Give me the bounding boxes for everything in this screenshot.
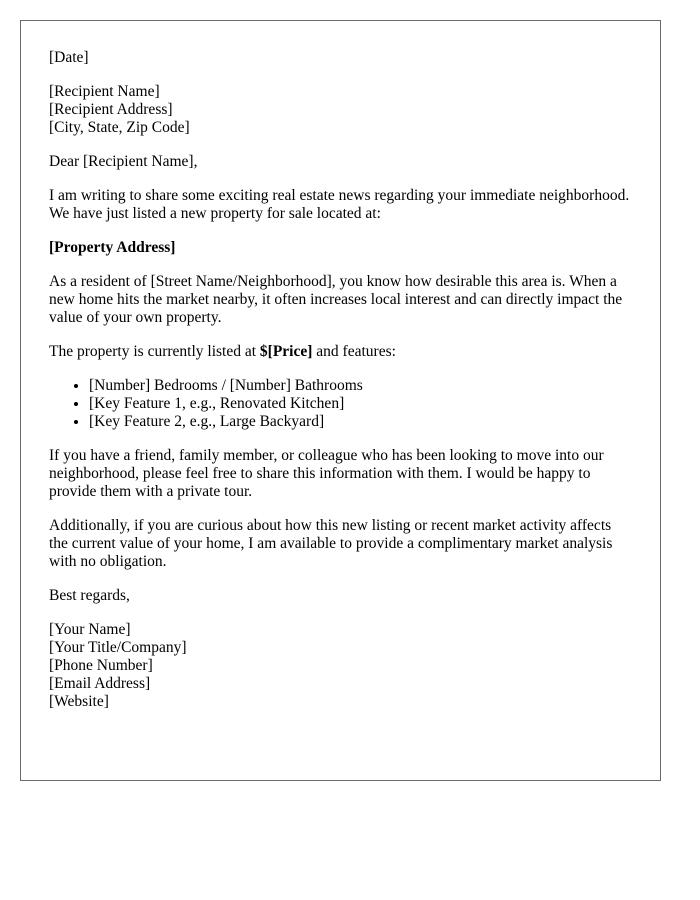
market-analysis-paragraph: Additionally, if you are curious about how this new listing or recent market activity affects the current value of your home, I am available to provide a complimentary market analysis with no obligation. <box>49 517 613 570</box>
sender-website: [Website] <box>49 693 109 710</box>
sender-email: [Email Address] <box>49 675 151 692</box>
price-intro: The property is currently listed at <box>49 343 260 360</box>
letter-date: [Date] <box>49 49 89 66</box>
price-value: $[Price] <box>259 343 313 360</box>
neighborhood-paragraph: As a resident of [Street Name/Neighborhood], you know how desirable this area is. When a new home hits the market nearby, it often increases local interest and can directly impact the value of your own property. <box>49 273 623 326</box>
list-item: • [Key Feature 1, e.g., Renovated Kitchen] <box>89 395 632 413</box>
sender-title-company: [Your Title/Company] <box>49 639 187 656</box>
recipient-city-state-zip: [City, State, Zip Code] <box>49 119 190 136</box>
referral-paragraph: If you have a friend, family member, or colleague who has been looking to move into our neighborhood, please feel free to share this information with them. I would be happy to provide them with a private tour. <box>49 447 604 500</box>
price-outro: and features: <box>312 343 396 360</box>
letter-page <box>20 20 661 781</box>
sender-phone: [Phone Number] <box>49 657 153 674</box>
price-paragraph <box>49 343 632 361</box>
salutation: Dear [Recipient Name], <box>49 153 198 170</box>
intro-paragraph: I am writing to share some exciting real estate news regarding your immediate neighborhood. We have just listed a new property for sale located at: <box>49 187 630 222</box>
recipient-name: [Recipient Name] <box>49 83 160 100</box>
closing: Best regards, <box>49 587 130 604</box>
recipient-address: [Recipient Address] <box>49 101 173 118</box>
sender-block <box>49 621 632 711</box>
recipient-block <box>49 83 632 137</box>
features-list <box>49 377 632 431</box>
sender-name: [Your Name] <box>49 621 131 638</box>
property-address: [Property Address] <box>49 239 176 256</box>
list-item: • [Key Feature 2, e.g., Large Backyard] <box>89 413 632 431</box>
list-item: • [Number] Bedrooms / [Number] Bathrooms <box>89 377 632 395</box>
